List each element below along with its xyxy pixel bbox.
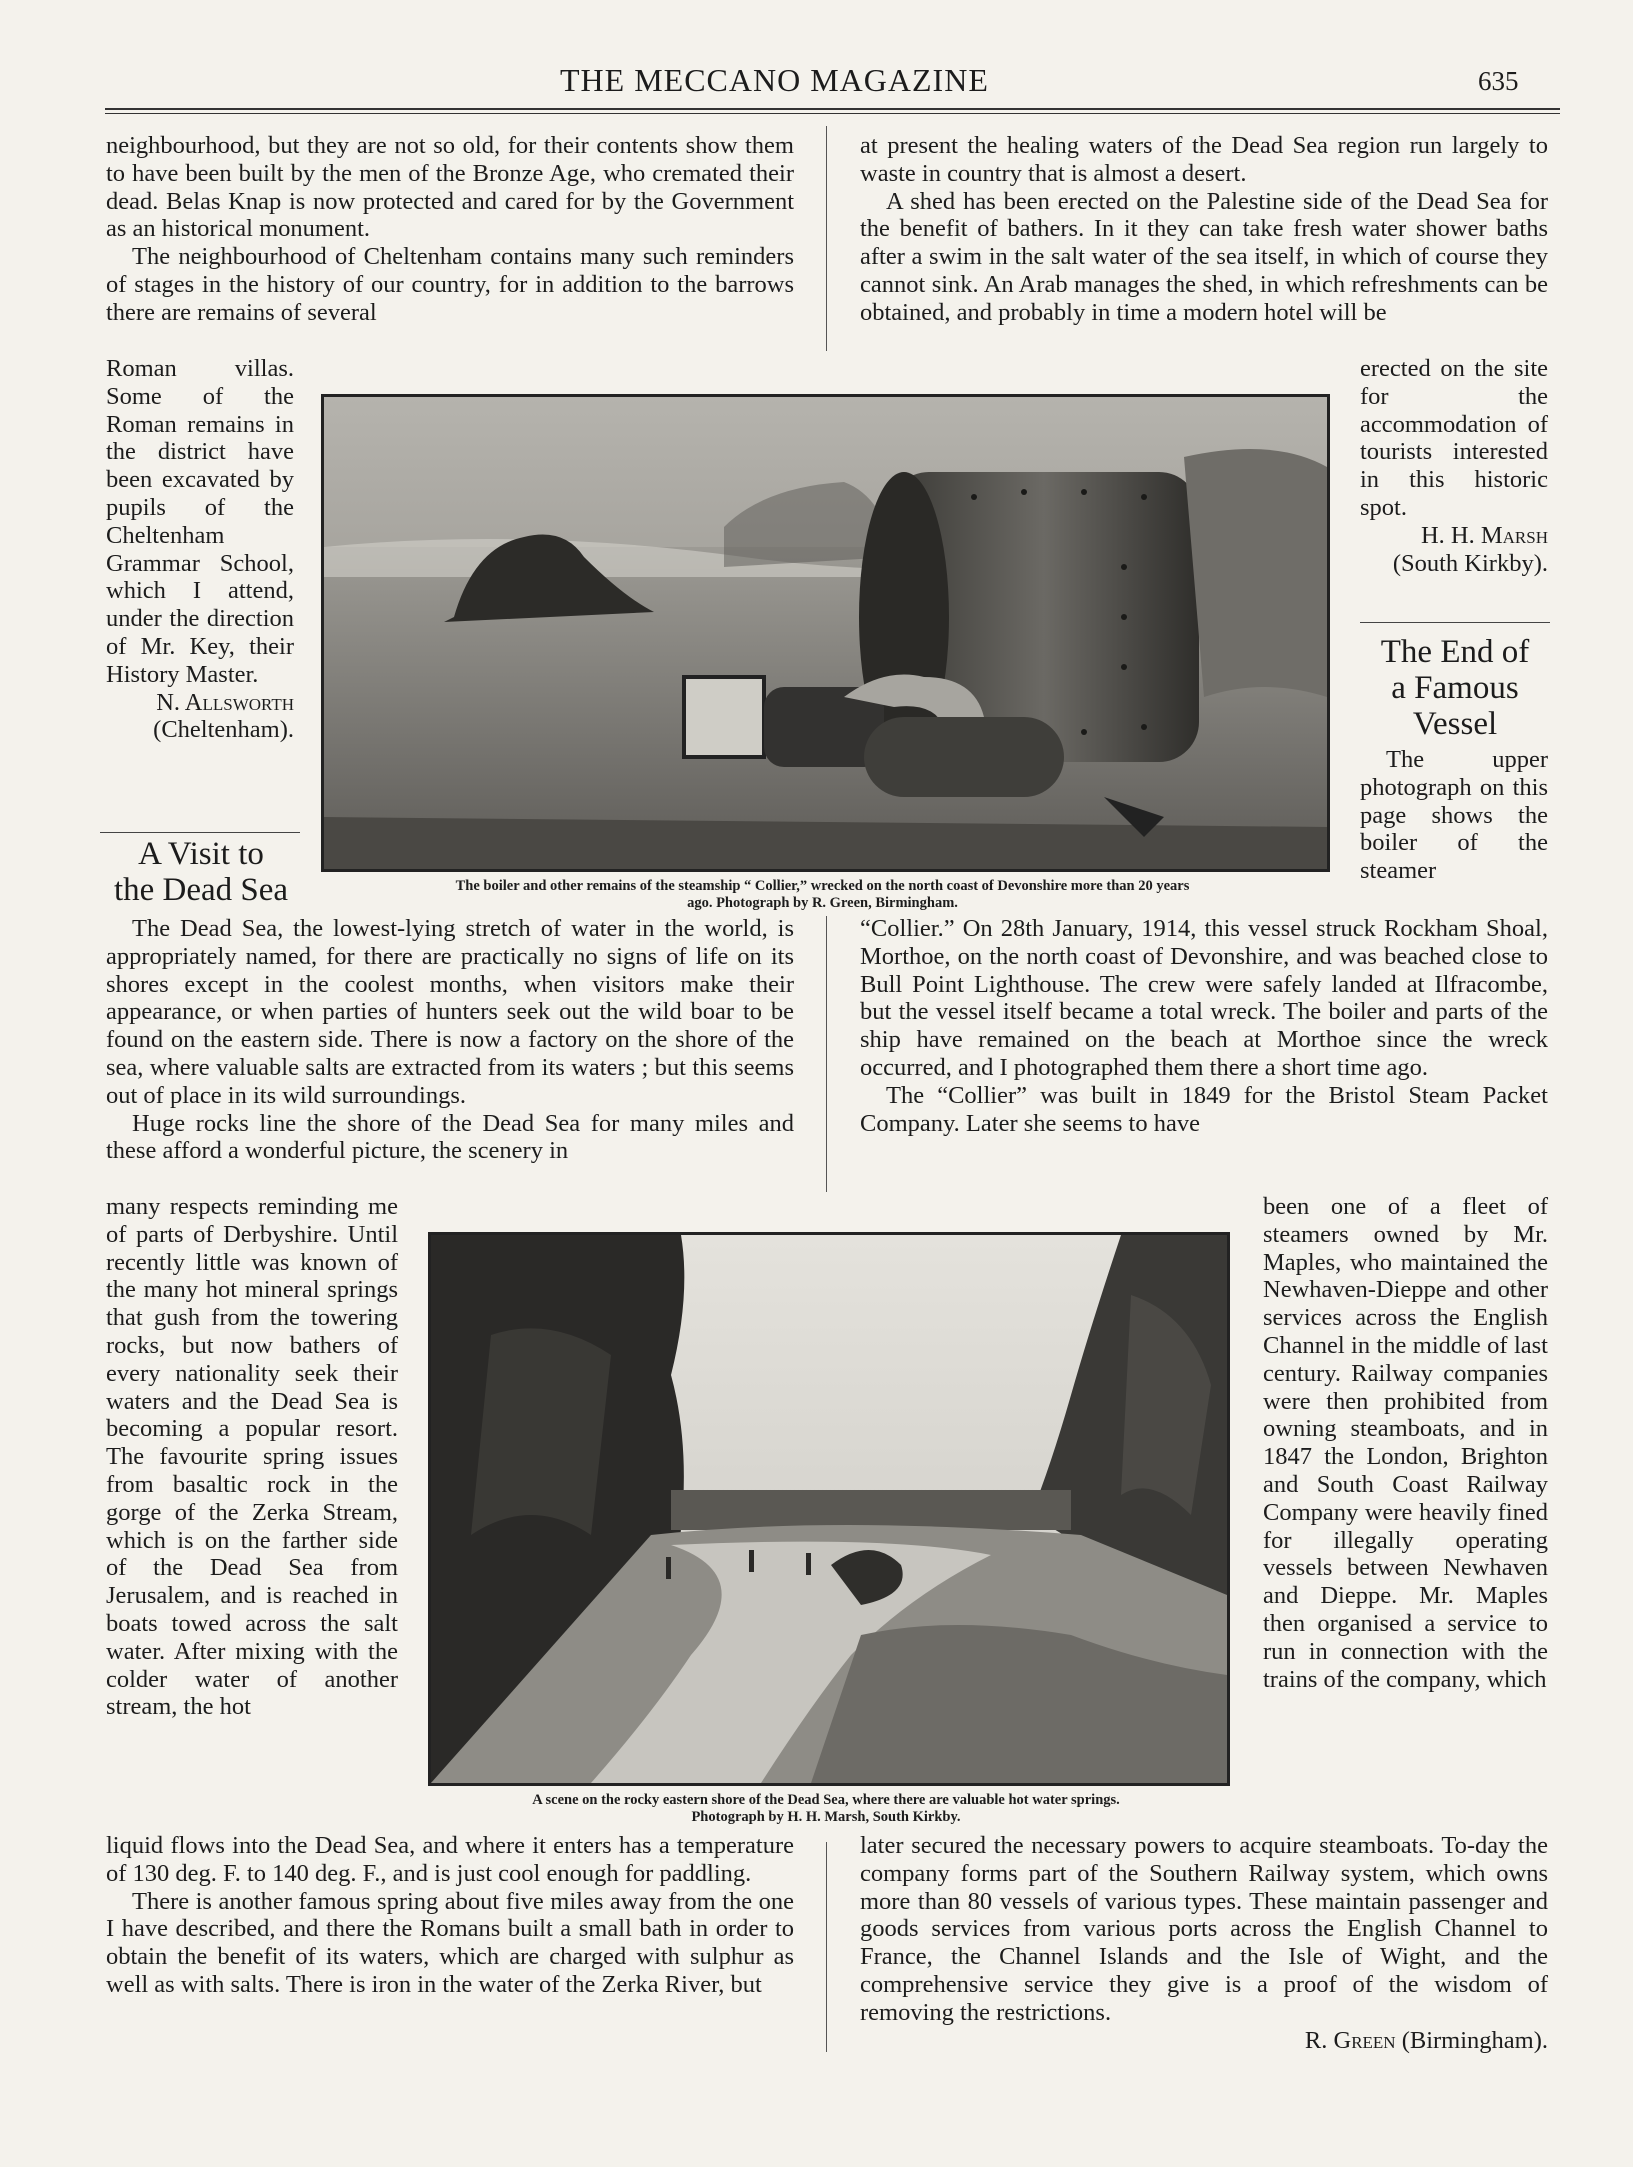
paragraph-lowest-lying: The Dead Sea, the lowest-lying stretch of water in the world, is appropriately named, for there are practically no signs of life on its shores except in the coolest months, when visitors make their appearance, or when parties of hunters seek out the wild boar to be found on the eastern side. There is now a factory on the shore of the sea, where valuable salts are extracted from its waters ; but this seems out of place in its wild surroundings. [106, 915, 794, 1109]
page-number: 635 [1478, 66, 1519, 96]
paragraph-shed: A shed has been erected on the Palestine side of the Dead Sea for the benefit of bathers. In it they can take fresh water shower baths after a swim in the salt water of the sea itself, in which of course they cannot sink. An Arab manages the shed, in which refreshments can be obtained, and probably in time a modern hotel will be [860, 187, 1548, 326]
dead-sea-gorge-photo [428, 1232, 1230, 1786]
caption-line: ago. Photograph by R. Green, Birmingham. [687, 895, 958, 911]
column-divider-middle [826, 916, 827, 1192]
header-rule [105, 108, 1560, 110]
magazine-title: THE MECCANO MAGAZINE [560, 62, 989, 98]
signature-marsh [1360, 522, 1548, 578]
section-rule [1360, 622, 1550, 623]
signature-allsworth [106, 689, 294, 745]
signature-name: H. H. Marsh [1420, 521, 1548, 549]
paragraph-collier-wreck: “Collier.” On 28th January, 1914, this vessel struck Rockham Shoal, Morthoe, on the north coast of Devonshire, and was beached close to Bull Point Lighthouse. The crew were safely landed at Ilfracombe, but the vessel itself became a total wreck. The boiler and parts of the ship have remained on the beach at Morthoe since the wreck occurred, and I photographed them there a short time ago. [860, 915, 1548, 1081]
paragraph-springs: many respects reminding me of parts of Derbyshire. Until recently little was known of the many hot mineral springs that gush from the towering rocks, but now bathers of every nationality seek their waters and the Dead Sea is becoming a popular resort. The favourite spring issues from basaltic rock in the gorge of the Zerka Stream, which is on the farther side of the Dead Sea from Jerusalem, and is reached in boats towed across the salt water. After mixing with the colder water of another stream, the hot [106, 1193, 398, 1721]
paragraph-southern-railway: later secured the necessary powers to acquire steamboats. To-day the company forms part of the Southern Railway system, which owns more than 80 vessels of various types. These maintain passenger and goods services from various ports across the English Channel to France, the Channel Islands and the Isle of Wight, and the comprehensive service they give is a proof of the wisdom of removing the restrictions. [860, 1832, 1548, 2026]
heading-dead-sea [96, 836, 306, 908]
dead-sea-text-bottom [106, 1832, 794, 1999]
signature-green [860, 2027, 1548, 2055]
right-column-top [860, 132, 1548, 327]
heading-line: A Visit to [138, 836, 264, 872]
heading-line: The End of [1380, 634, 1530, 670]
vessel-narrow [1263, 1193, 1548, 1693]
paragraph-upper-photo: The upper photograph on this page shows the boiler of the steamer [1360, 746, 1548, 885]
section-rule [100, 832, 300, 833]
caption-line: A scene on the rocky eastern shore of the Dead Sea, where there are valuable hot water springs. [532, 1792, 1120, 1808]
paragraph-healing-waters: at present the healing waters of the Dead Sea region run largely to waste in country that is almost a desert. [860, 132, 1548, 187]
vessel-text-bottom [860, 1832, 1548, 2054]
left-column-top [106, 132, 794, 327]
column-divider-bottom [826, 1842, 827, 2052]
heading-line: a Famous [1391, 670, 1519, 706]
right-column-narrow-top [1360, 355, 1548, 577]
heading-line: Vessel [1412, 706, 1498, 742]
paragraph-huge-rocks: Huge rocks line the shore of the Dead Sea for many miles and these afford a wonderful picture, the scenery in [106, 1109, 794, 1165]
heading-line: the Dead Sea [113, 872, 289, 908]
left-column-narrow [106, 355, 294, 744]
dead-sea-text [106, 915, 794, 1165]
paragraph-liquid-flows: liquid flows into the Dead Sea, and where it enters has a temperature of 130 deg. F. to 140 deg. F., and is just cool enough for paddling. [106, 1832, 794, 1887]
signature-place: (Cheltenham). [153, 716, 294, 744]
paragraph-collier-built: The “Collier” was built in 1849 for the Bristol Steam Packet Company. Later she seems to have [860, 1081, 1548, 1137]
vessel-narrow-intro [1360, 746, 1548, 885]
heading-famous-vessel [1355, 634, 1555, 742]
signature-name: R. Green [1304, 2026, 1396, 2054]
paragraph-roman-villas: Roman villas. Some of the Roman remains in the district have been excavated by pupils of the Cheltenham Grammar School, which I attend, under the direction of Mr. Key, their History Master. [106, 355, 294, 688]
caption-line: The boiler and other remains of the steamship “ Collier,” wrecked on the north coast of Devonshire more than 20 years [455, 878, 1190, 894]
signature-name: N. Allsworth [156, 688, 294, 716]
caption-line: Photograph by H. H. Marsh, South Kirkby. [691, 1809, 961, 1825]
paragraph-barrows: neighbourhood, but they are not so old, for their contents show them to have been built by the men of the Bronze Age, who cremated their dead. Belas Knap is now protected and cared for by the Government as an historical monument. [106, 132, 794, 243]
paragraph-maples: been one of a fleet of steamers owned by Mr. Maples, who maintained the Newhaven-Dieppe and other services across the English Channel in the middle of last century. Railway companies were then prohibited from owning steamboats, and in 1847 the London, Brighton and South Coast Railway Company were heavily fined for illegally operating vessels between Newhaven and Dieppe. Mr. Maples then organised a service to run in connection with the trains of the company, which [1263, 1193, 1548, 1693]
signature-place: (South Kirkby). [1392, 549, 1548, 577]
column-divider-top [826, 126, 827, 351]
paragraph-cheltenham: The neighbourhood of Cheltenham contains many such reminders of stages in the history of our country, for in addition to the barrows there are remains of several [106, 243, 794, 326]
paragraph-hotel: erected on the site for the accommodation of tourists interested in this historic spot. [1360, 355, 1548, 521]
top-photo-caption [321, 878, 1324, 912]
signature-place: (Birmingham). [1401, 2026, 1548, 2054]
header-rule-thin [105, 113, 1560, 114]
bottom-photo-caption [428, 1792, 1224, 1826]
vessel-text [860, 915, 1548, 1137]
boiler-wreck-photo [321, 394, 1330, 872]
dead-sea-narrow [106, 1193, 398, 1721]
paragraph-roman-bath: There is another famous spring about five miles away from the one I have described, and there the Romans built a small bath in order to obtain the benefit of its waters, which are charged with sulphur as well as with salts. There is iron in the water of the Zerka River, but [106, 1887, 794, 1998]
